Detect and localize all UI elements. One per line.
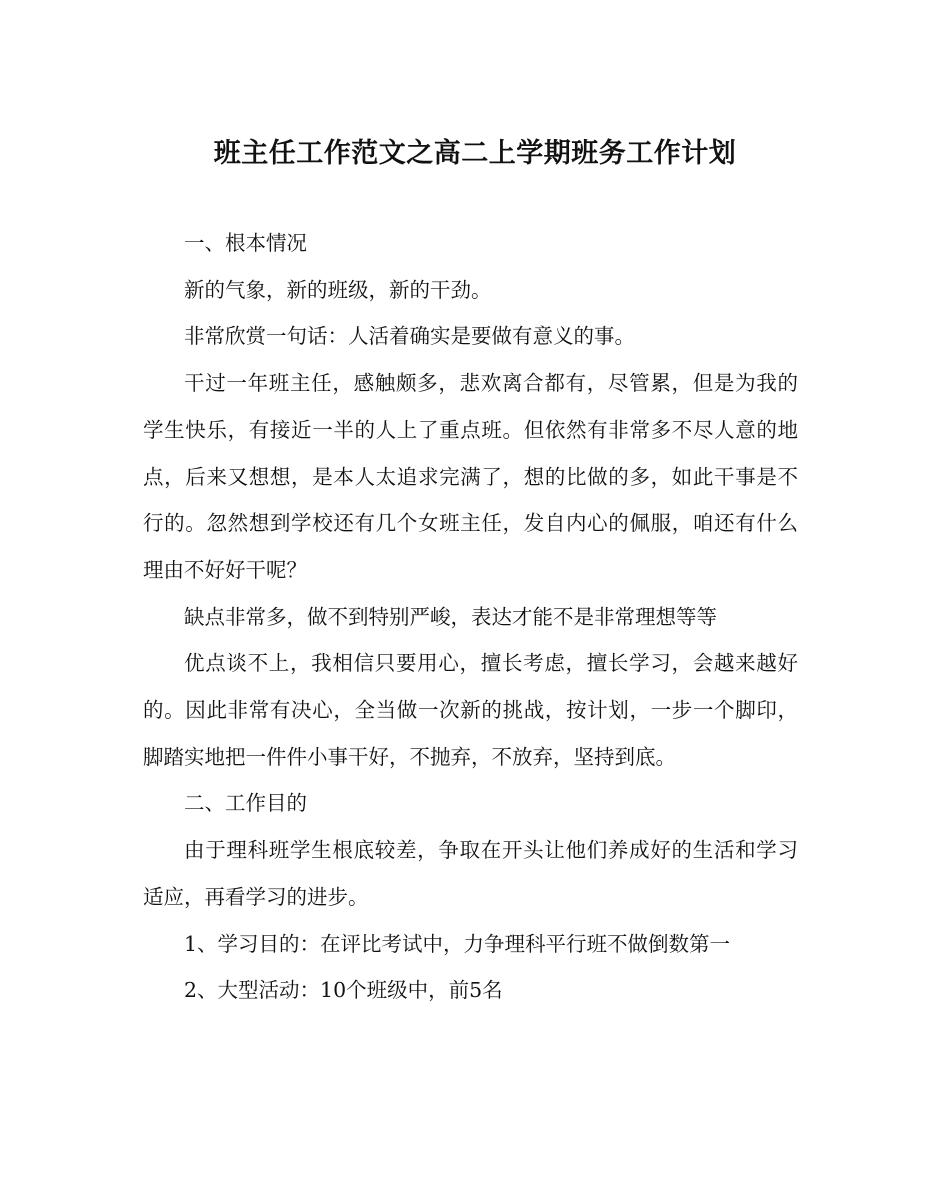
heading-work-goals: 二、工作目的: [184, 791, 307, 816]
paragraph: 优点谈不上，我相信只要用心，擅长考虑，擅长学习，会越来越好的。因此非常有决心，全当做一次新的挑战，按计划，一步一个脚印，脚踏实地把一件件小事干好，不抛弃，不放弃，坚持到底。: [143, 651, 798, 769]
heading-basic-situation: 一、根本情况: [184, 231, 307, 255]
document-title: 班主任工作范文之高二上学期班务工作计划: [213, 138, 737, 169]
list-item-study-goal: 1、学习目的：在评比考试中，力争理科平行班不做倒数第一: [184, 931, 731, 956]
paragraph: 非常欣赏一句话：人活着确实是要做有意义的事。: [184, 324, 635, 349]
paragraph: 缺点非常多，做不到特别严峻，表达才能不是非常理想等等: [184, 604, 717, 629]
paragraph: 干过一年班主任，感触颇多，悲欢离合都有，尽管累，但是为我的学生快乐，有接近一半的人上了重点班。但依然有非常多不尽人意的地点，后来又想想，是本人太追求完满了，想的比做的多，如此干事是不行的。忽然想到学校还有几个女班主任，发自内心的佩服，咱还有什么理由不好好干呢？: [143, 371, 798, 582]
paragraph: 新的气象，新的班级，新的干劲。: [184, 277, 492, 302]
list-item-activities-goal: 2、大型活动：10个班级中，前5名: [184, 978, 503, 1003]
paragraph: 由于理科班学生根底较差，争取在开头让他们养成好的生活和学习适应，再看学习的进步。: [143, 838, 798, 909]
document-body: [143, 220, 798, 1014]
